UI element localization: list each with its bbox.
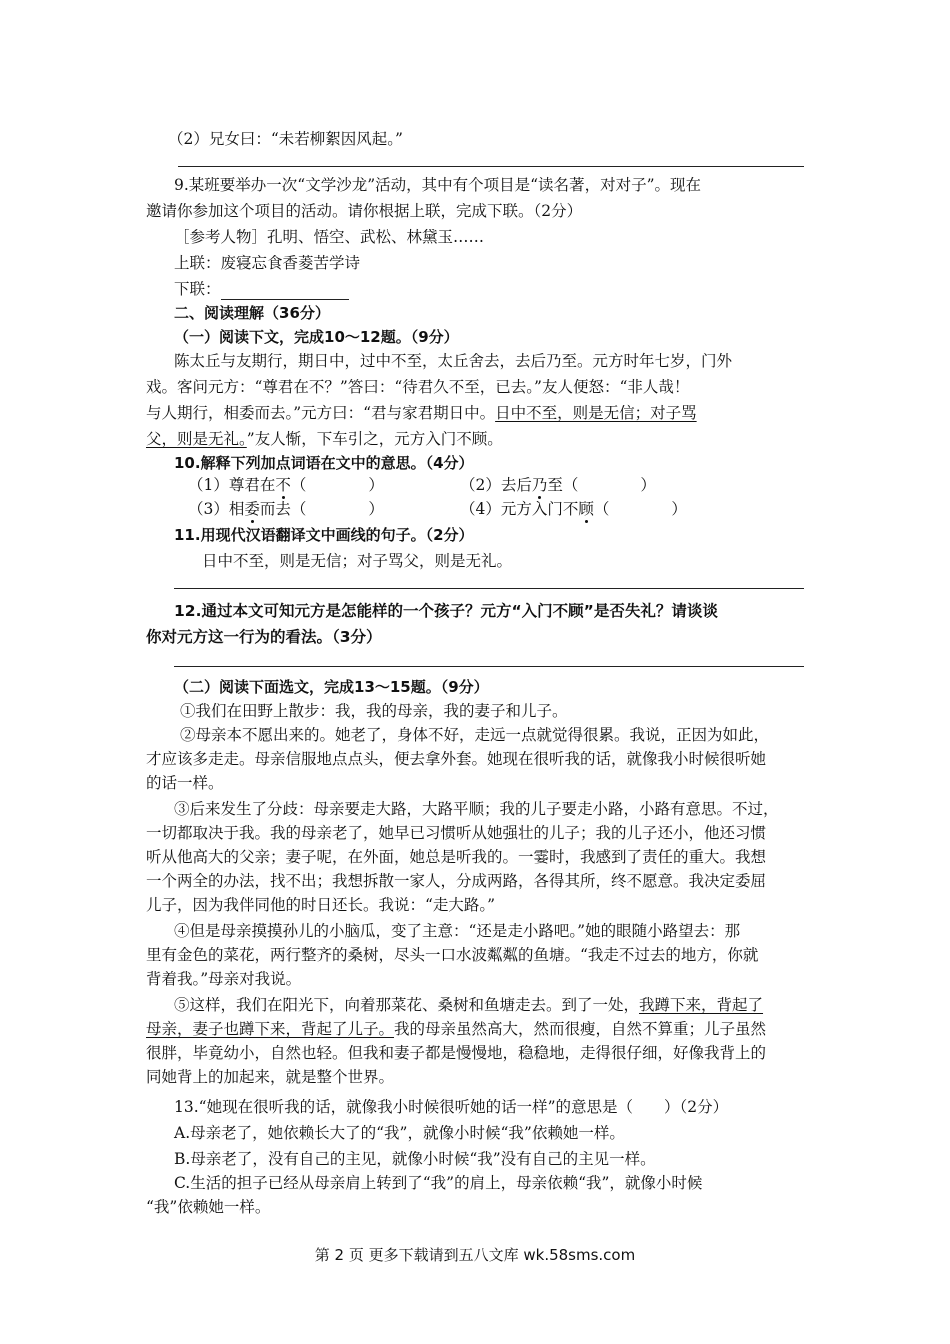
answer-line	[174, 588, 804, 589]
page-footer: 第 2 页 更多下载请到五八文库 wk.58sms.com	[314, 1246, 636, 1264]
q10-answer-blank[interactable]: （ ）	[290, 476, 384, 494]
q13-option-c-line1[interactable]: C.生活的担子已经从母亲肩上转到了“我”的肩上，母亲依赖“我”，就像小时候	[174, 1174, 703, 1192]
q10-item-2	[460, 474, 656, 496]
passage2-line	[174, 994, 763, 1016]
dotted-word: 乃	[531, 476, 548, 494]
passage2-line: 一个两全的办法，找不出；我想拆散一家人，分成两路，各得其所，终不愿意。我决定委屈	[146, 872, 767, 890]
q13-option-c-line2[interactable]: “我”依赖她一样。	[146, 1198, 271, 1216]
passage1-line4	[146, 428, 503, 450]
underlined-sentence: 日中不至，则是无信；对子骂	[495, 404, 697, 422]
q13-option-b[interactable]: B.母亲老了，没有自己的主见，就像小时候“我”没有自己的主见一样。	[174, 1150, 656, 1168]
q9-lower-label: 下联：	[174, 280, 221, 298]
passage2-text: 我的母亲虽然高大，然而很瘦，自然不算重；儿子虽然	[394, 1020, 767, 1038]
q9-answer-blank[interactable]	[221, 283, 349, 300]
q10-text: （1）尊君在	[188, 476, 276, 494]
dotted-word: 委	[244, 500, 260, 518]
q10-answer-blank[interactable]: 至（ ）	[547, 476, 656, 494]
passage1-line1: 陈太丘与友期行，期日中，过中不至，太丘舍去，去后乃至。元方时年七岁，门外	[174, 352, 733, 370]
underlined-sentence: 我蹲下来，背起了	[639, 996, 764, 1014]
passage2-line: ③后来发生了分歧：母亲要走大路，大路平顺；我的儿子要走小路，小路有意思。不过，	[174, 800, 779, 818]
q13-option-a[interactable]: A.母亲老了，她依赖长大了的“我”，就像小时候“我”依赖她一样。	[174, 1124, 625, 1142]
q9-reference: ［参考人物］孔明、悟空、武松、林黛玉……	[174, 228, 485, 246]
part2-title: （二）阅读下面选文，完成13～15题。（9分）	[174, 678, 489, 696]
q10-answer-blank[interactable]: 而去（ ）	[259, 500, 384, 518]
passage2-line: ④但是母亲摸摸孙儿的小脑瓜，变了主意：“还是走小路吧。”她的眼随小路望去：那	[174, 922, 741, 940]
passage1-text: 与人期行，相委而去。”元方曰：“君与家君期日中。	[146, 404, 496, 422]
passage2-line: ②母亲本不愿出来的。她老了，身体不好，走远一点就觉得很累。我说，正因为如此，	[180, 726, 770, 744]
q13-stem: 13.“她现在很听我的话，就像我小时候很听她的话一样”的意思是（ ）（2分）	[174, 1098, 729, 1116]
q9-upper-couplet: 上联：废寝忘食香菱苦学诗	[174, 254, 361, 272]
q10-item-1	[188, 474, 384, 496]
q9-lower-couplet	[174, 278, 349, 300]
passage2-line: 一切都取决于我。我的母亲老了，她早已习惯听从她强壮的儿子；我的儿子还小，他还习惯	[146, 824, 767, 842]
passage2-line: 同她背上的加起来，就是整个世界。	[146, 1068, 395, 1086]
passage2-line: 才应该多走走。母亲信服地点点头，便去拿外套。她现在很听我的话，就像我小时候很听她	[146, 750, 767, 768]
part1-title: （一）阅读下文，完成10～12题。（9分）	[174, 328, 459, 346]
section-heading: 二、阅读理解（36分）	[174, 304, 330, 322]
passage1-line3	[146, 402, 697, 424]
q8-item-2: （2）兄女曰：“未若柳絮因风起。”	[168, 130, 403, 148]
answer-line	[178, 166, 804, 167]
passage2-para1: ①我们在田野上散步：我，我的母亲，我的妻子和儿子。	[180, 702, 568, 720]
passage2-line	[146, 1018, 766, 1040]
dotted-word: 顾	[578, 500, 594, 518]
q10-text: （2）去后	[460, 476, 532, 494]
q11-title: 11.用现代汉语翻译文中画线的句子。（2分）	[174, 526, 474, 544]
passage2-line: 听从他高大的父亲；妻子呢，在外面，她总是听我的。一霎时，我感到了责任的重大。我想	[146, 848, 767, 866]
q10-item-4	[460, 498, 687, 520]
passage2-line: 儿子，因为我伴同他的时日还长。我说：“走大路。”	[146, 896, 496, 914]
q10-text: （4）元方入门不	[460, 500, 579, 518]
q9-line1: 9.某班要举办一次“文学沙龙”活动，其中有个项目是“读名著，对对子”。现在	[174, 176, 701, 194]
q10-answer-blank[interactable]: （ ）	[593, 500, 687, 518]
passage2-line: 背着我。”母亲对我说。	[146, 970, 302, 988]
answer-line	[174, 666, 804, 667]
passage2-text: ⑤这样，我们在阳光下，向着那菜花、桑树和鱼塘走去。到了一处，	[174, 996, 640, 1014]
q9-line2: 邀请你参加这个项目的活动。请你根据上联，完成下联。（2分）	[146, 202, 583, 220]
q12-line2: 你对元方这一行为的看法。（3分）	[146, 628, 382, 646]
underlined-sentence: 母亲，妻子也蹲下来，背起了儿子。	[146, 1020, 395, 1038]
passage2-line: 的话一样。	[146, 774, 224, 792]
q10-title: 10.解释下列加点词语在文中的意思。（4分）	[174, 454, 474, 472]
q10-text: （3）相	[188, 500, 245, 518]
q11-sentence: 日中不至，则是无信；对子骂父，则是无礼。	[202, 552, 513, 570]
underlined-sentence: 父，则是无礼。	[146, 430, 247, 448]
q12-line1: 12.通过本文可知元方是怎能样的一个孩子？元方“入门不顾”是否失礼？请谈谈	[174, 602, 718, 620]
passage2-line: 很胖，毕竟幼小，自然也轻。但我和妻子都是慢慢地，稳稳地，走得很仔细，好像我背上的	[146, 1044, 767, 1062]
dotted-word: 不	[275, 476, 291, 494]
passage2-line: 里有金色的菜花，两行整齐的桑树，尽头一口水波粼粼的鱼塘。“我走不过去的地方，你就	[146, 946, 759, 964]
passage1-line2: 戏。客问元方：“尊君在不？”答曰：“待君久不至，已去。”友人便怒：“非人哉！	[146, 378, 690, 396]
q10-item-3	[188, 498, 384, 520]
passage1-text: ”友人惭，下车引之，元方入门不顾。	[246, 430, 503, 448]
